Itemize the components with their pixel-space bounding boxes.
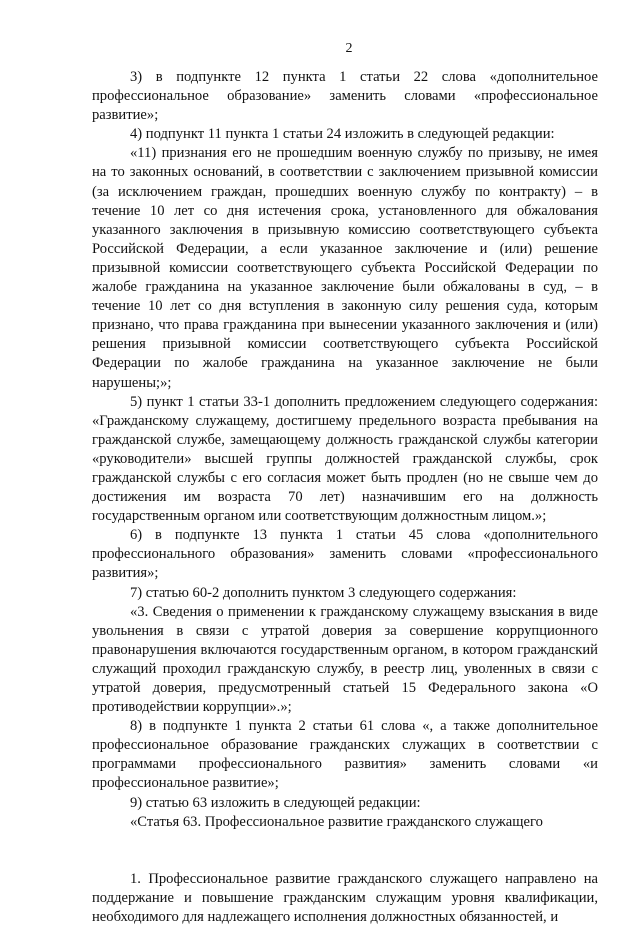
paragraph-item-8: 8) в подпункте 1 пункта 2 статьи 61 слова «, а также дополнительное профессиональное образование гражданских служащих в соответствии с программами профессионального развития» заменить словами «и профессиональное развитие»;	[92, 718, 598, 792]
paragraph-item-7: 7) статью 60-2 дополнить пунктом 3 следующего содержания:	[130, 584, 517, 601]
page-number: 2	[345, 41, 353, 56]
paragraph-item-5: 5) пункт 1 статьи 33-1 дополнить предложением следующего содержания: «Гражданскому служащему, достигшему предельного возраста пребывания на гражданской службе, замещающему должность гражданской службы категории «руководители» высшей группы должностей гражданской службы, срок гражданской службы с его согласия может быть продлен (но не свыше чем до достижения им возраста 70 лет) назначившим его на должность государственным органом или соответствующим должностным лицом.»;	[92, 393, 598, 525]
article-63-heading: «Статья 63. Профессиональное развитие гражданского служащего	[130, 813, 543, 830]
paragraph-subitem-11: «11) признания его не прошедшим военную службу по призыву, не имея на то законных оснований, в соответствии с заключением призывной комиссии (за исключением граждан, прошедших военную службу по контракту) – в течение 10 лет со дня истечения срока, установленного для обжалования указанного заключения в призывную комиссию соответствующего субъекта Российской Федерации, а если указанное заключение и (или) решение призывной комиссии соответствующего субъекта Российской Федерации по жалобе гражданина на указанное заключение были обжалованы в суд, – в течение 10 лет со дня вступления в законную силу решения суда, которым признано, что права гражданина при вынесении указанного заключения и (или) решения призывной комиссии соответствующего субъекта Российской Федерации по жалобе гражданина на указанное заключение не были нарушены;»;	[92, 145, 598, 391]
paragraph-item-6: 6) в подпункте 13 пункта 1 статьи 45 слова «дополнительного профессионального образования» заменить словами «профессионального развития»;	[92, 527, 598, 582]
paragraph-item-4: 4) подпункт 11 пункта 1 статьи 24 изложить в следующей редакции:	[130, 126, 555, 143]
paragraph-clause-3: «3. Сведения о применении к гражданскому служащему взыскания в виде увольнения в связи с утратой доверия за совершение коррупционного правонарушения включаются государственным органом, в котором гражданский служащий проходил гражданскую службу, в реестр лиц, уволенных в связи с утратой доверия, предусмотренный статьей 15 Федерального закона «О противодействии коррупции».»;	[92, 603, 598, 716]
paragraph-item-3: 3) в подпункте 12 пункта 1 статьи 22 слова «дополнительное профессиональное образование» заменить словами «профессиональное развитие»;	[92, 69, 598, 124]
paragraph-article-63-clause-1: 1. Профессиональное развитие гражданского служащего направлено на поддержание и повышение гражданским служащим уровня квалификации, необходимого для надлежащего исполнения должностных обязанностей, и	[92, 870, 598, 925]
paragraph-item-9: 9) статью 63 изложить в следующей редакции:	[130, 794, 421, 811]
